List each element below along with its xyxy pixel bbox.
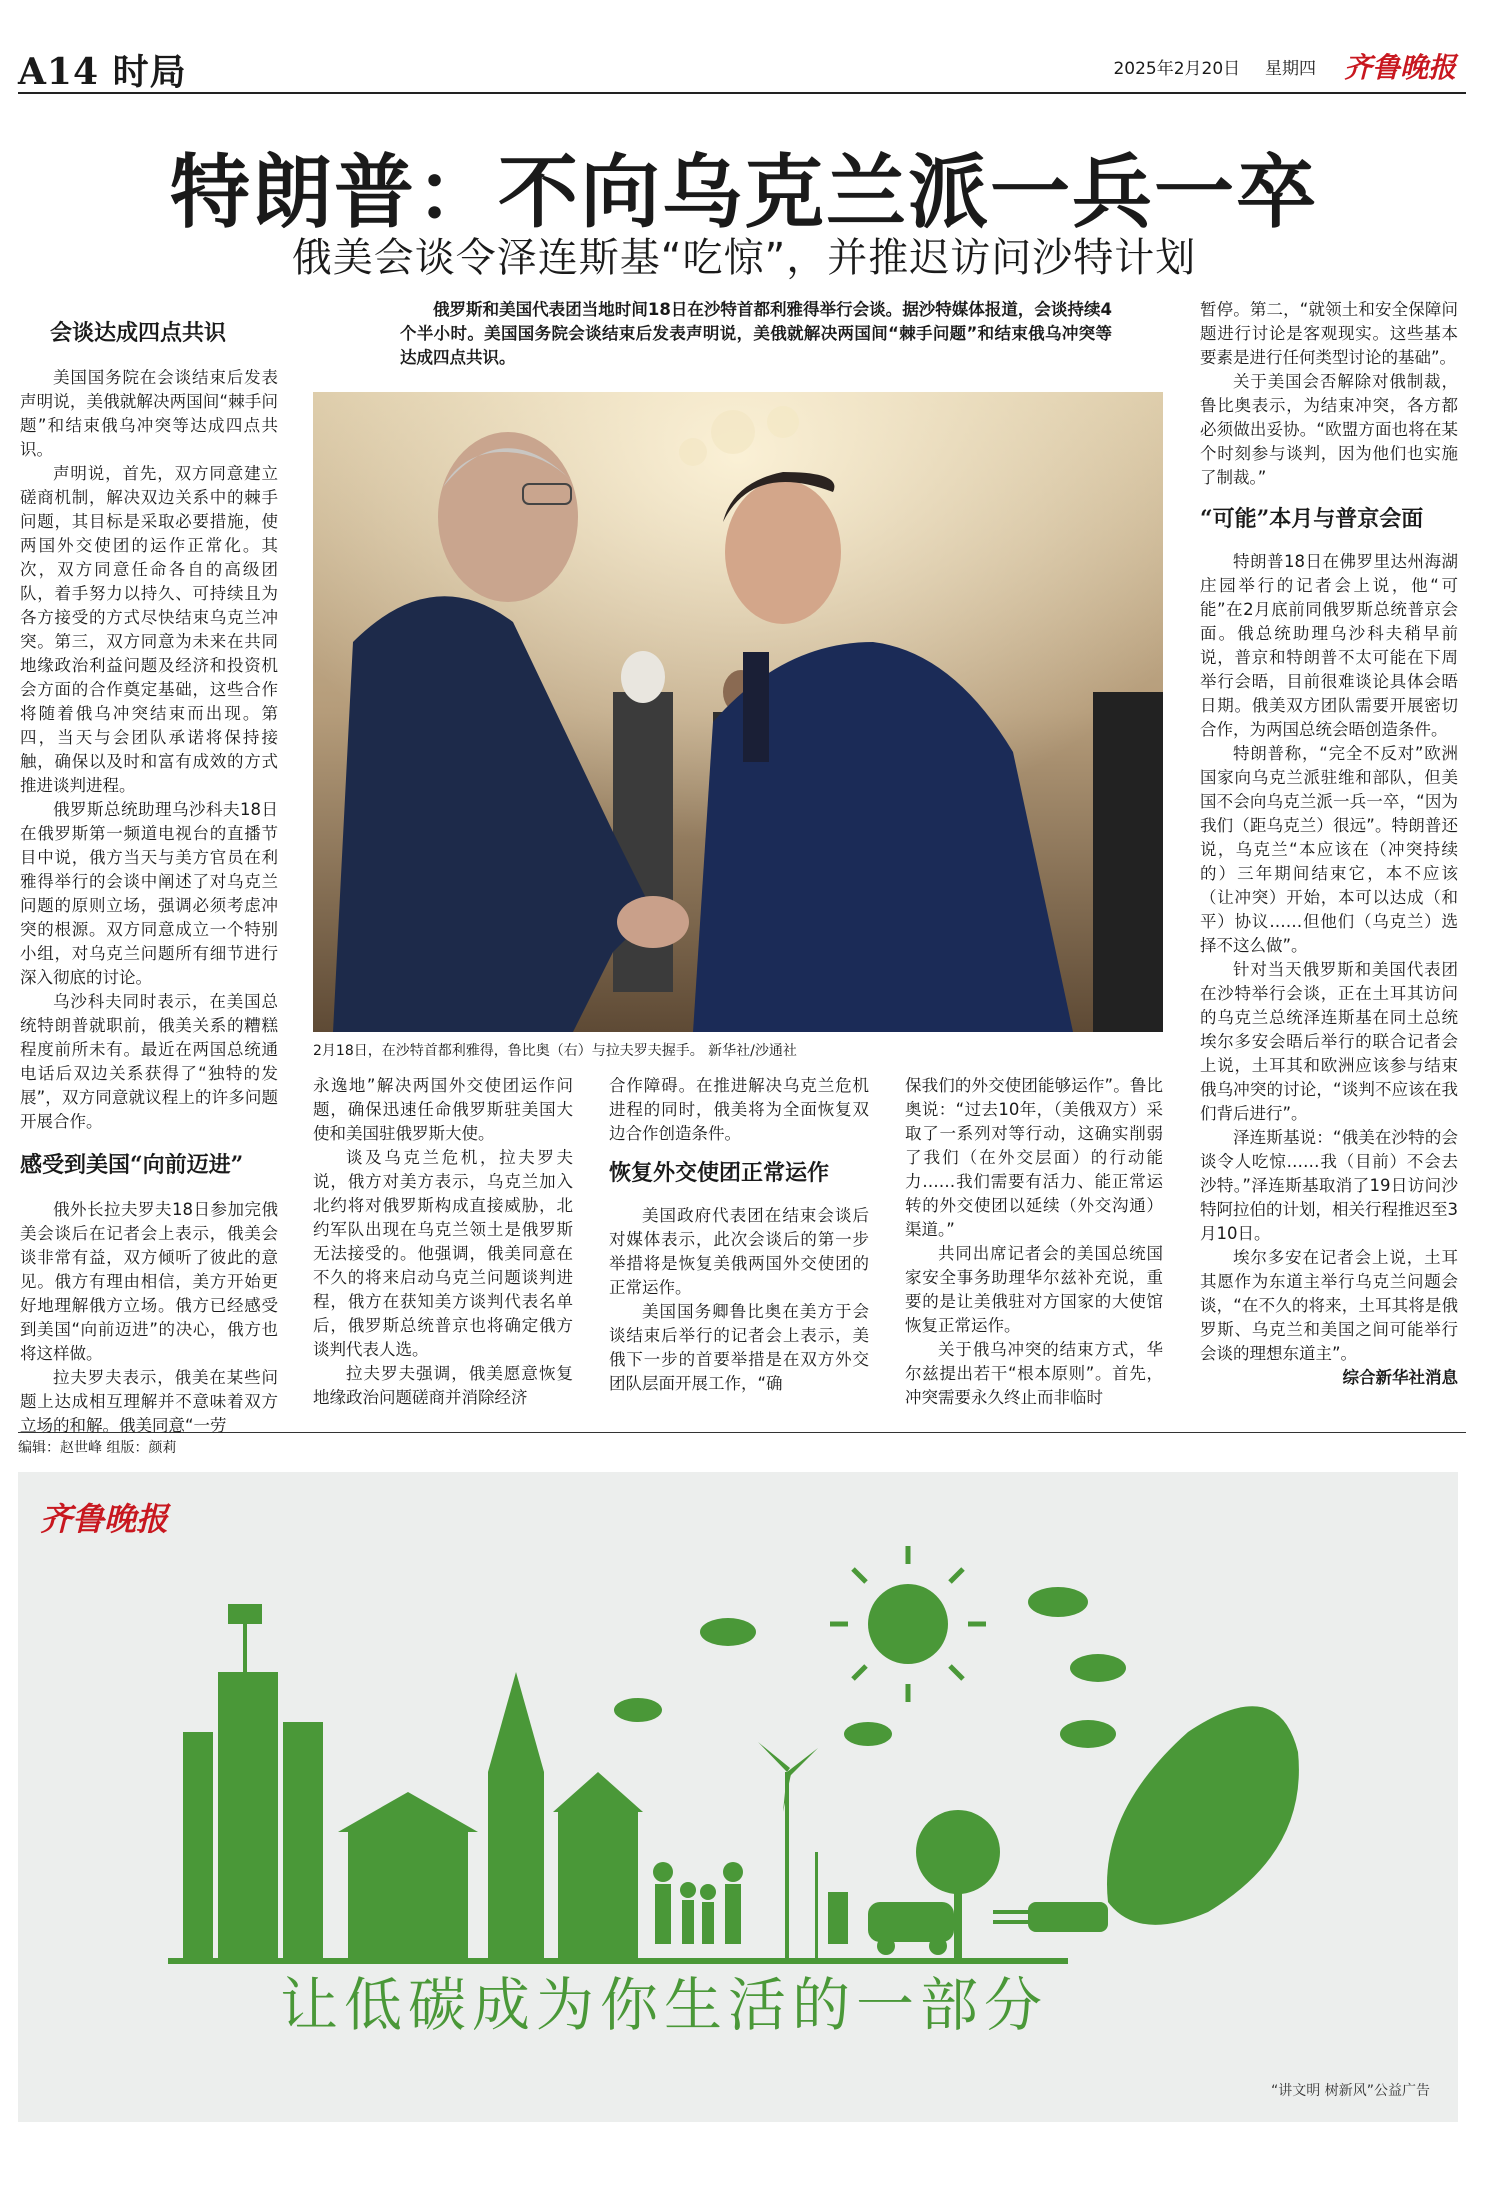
paragraph: 俄罗斯总统助理乌沙科夫18日在俄罗斯第一频道电视台的直播节目中说，俄方当天与美方官员在利雅得举行的会谈中阐述了对乌克兰问题的原则立场，强调必须考虑冲突的根源。双方同意成立一个特别小组，对乌克兰问题所有细节进行深入彻底的讨论。 bbox=[20, 800, 278, 987]
section-heading: 会谈达成四点共识 bbox=[50, 320, 227, 346]
section-heading: 恢复外交使团正常运作 bbox=[609, 1160, 830, 1186]
photo-caption: 2月18日，在沙特首都利雅得，鲁比奥（右）与拉夫罗夫握手。 新华社/沙通社 bbox=[313, 1043, 797, 1059]
column-3 bbox=[609, 1074, 869, 1396]
paragraph: 关于俄乌冲突的结束方式，华尔兹提出若干“根本原则”。首先，冲突需要永久终止而非临时 bbox=[905, 1340, 1163, 1407]
section-heading: 感受到美国“向前迈进” bbox=[20, 1152, 244, 1178]
page-number: A14 时局 bbox=[18, 51, 187, 93]
paragraph: 保我们的外交使团能够运作”。鲁比奥说：“过去10年，（美俄双方）采取了一系列对等行动，这确实削弱了我们（在外交层面）的行动能力……我们需要有活力、能正常运转的外交使团以延续（外交沟通）渠道。” bbox=[905, 1076, 1163, 1239]
paragraph: 美国国务卿鲁比奥在美方于会谈结束后举行的记者会上表示，美俄下一步的首要举措是在双方外交团队层面开展工作，“确 bbox=[609, 1302, 869, 1393]
headline: 特朗普：不向乌克兰派一兵一卒 bbox=[170, 145, 1318, 239]
paragraph: 泽连斯基说：“俄美在沙特的会谈令人吃惊……我（目前）不会去沙特。”泽连斯基取消了19日访问沙特阿拉伯的计划，相关行程推迟至3月10日。 bbox=[1200, 1128, 1458, 1243]
paragraph: 美国政府代表团在结束会谈后对媒体表示，此次会谈后的第一步举措将是恢复美俄两国外交使团的正常运作。 bbox=[609, 1206, 869, 1297]
paragraph: 拉夫罗夫强调，俄美愿意恢复地缘政治问题磋商并消除经济 bbox=[313, 1364, 573, 1407]
ad-slogan: 让低碳成为你生活的一部分 bbox=[280, 1971, 1049, 2039]
issue-weekday: 星期四 bbox=[1265, 59, 1316, 79]
footer-divider bbox=[18, 1432, 1466, 1433]
paragraph: 特朗普称，“完全不反对”欧洲国家向乌克兰派驻维和部队，但美国不会向乌克兰派一兵一卒，“因为我们（距乌克兰）很远”。特朗普还说，乌克兰“本应该在（冲突持续的）三年期间结束它，本不应该（让冲突）开始，本可以达成（和平）协议……但他们（乌克兰）选择不这么做”。 bbox=[1200, 744, 1458, 955]
paragraph: 声明说，首先，双方同意建立磋商机制，解决双边关系中的棘手问题，其目标是采取必要措施，使两国外交使团的运作正常化。其次，双方同意任命各自的高级团队，着手努力以持久、可持续且为各方接受的方式尽快结束乌克兰冲突。第三，双方同意为未来在共同地缘政治利益问题及经济和投资机会方面的合作奠定基础，这些合作将随着俄乌冲突结束而出现。第四，当天与会团队承诺将保持接触，确保以及时和富有成效的方式推进谈判进程。 bbox=[20, 464, 278, 795]
subheadline: 俄美会谈令泽连斯基“吃惊”，并推迟访问沙特计划 bbox=[291, 235, 1197, 281]
paragraph: 合作障碍。在推进解决乌克兰危机进程的同时，俄美将为全面恢复双边合作创造条件。 bbox=[609, 1076, 869, 1143]
ad-brand-logo: 齐鲁晚报 bbox=[40, 1500, 169, 1538]
signoff: 综合新华社消息 bbox=[1342, 1368, 1458, 1387]
column-2 bbox=[313, 1074, 573, 1410]
paragraph: 针对当天俄罗斯和美国代表团在沙特举行会谈，正在土耳其访问的乌克兰总统泽连斯基在同土总统埃尔多安会晤后举行的联合记者会上说，土耳其和欧洲应该参与结束俄乌冲突的讨论，“谈判不应该在我们背后进行”。 bbox=[1200, 960, 1458, 1123]
newspaper-logo: 齐鲁晚报 bbox=[1343, 51, 1456, 84]
news-photo bbox=[313, 392, 1163, 1032]
masthead bbox=[18, 38, 1466, 94]
paragraph: 美国国务院在会谈结束后发表声明说，美俄就解决两国间“棘手问题”和结束俄乌冲突等达成四点共识。 bbox=[20, 368, 278, 459]
paragraph: 永逸地”解决两国外交使团运作问题，确保迅速任命俄罗斯驻美国大使和美国驻俄罗斯大使。 bbox=[313, 1076, 573, 1143]
paragraph: 埃尔多安在记者会上说，土耳其愿作为东道主举行乌克兰问题会谈，“在不久的将来，土耳其将是俄罗斯、乌克兰和美国之间可能举行会谈的理想东道主”。 bbox=[1200, 1248, 1458, 1363]
paragraph: 谈及乌克兰危机，拉夫罗夫说，俄方对美方表示，乌克兰加入北约将对俄罗斯构成直接威胁，北约军队出现在乌克兰领土是俄罗斯无法接受的。他强调，俄美同意在不久的将来启动乌克兰问题谈判进程，俄方在获知美方谈判代表名单后，俄罗斯总统普京也将确定俄方谈判代表人选。 bbox=[313, 1148, 573, 1359]
public-service-ad bbox=[18, 1472, 1458, 2122]
ad-credit: “讲文明 树新风”公益广告 bbox=[1271, 2083, 1430, 2099]
lead-paragraph bbox=[400, 298, 1112, 370]
editor-credits: 编辑：赵世峰 组版：颜莉 bbox=[18, 1440, 177, 1456]
paragraph: 俄外长拉夫罗夫18日参加完俄美会谈后在记者会上表示，俄美会谈非常有益，双方倾听了彼此的意见。俄方有理由相信，美方开始更好地理解俄方立场。俄方已经感受到美国“向前迈进”的决心，俄方也将这样做。 bbox=[20, 1200, 278, 1363]
paragraph: 乌沙科夫同时表示，在美国总统特朗普就职前，俄美关系的糟糕程度前所未有。最近在两国总统通电话后双边关系获得了“独特的发展”，双方同意就议程上的许多问题开展合作。 bbox=[20, 992, 278, 1131]
column-4 bbox=[905, 1074, 1163, 1410]
paragraph: 特朗普18日在佛罗里达州海湖庄园举行的记者会上说，他“可能”在2月底前同俄罗斯总统普京会面。俄总统助理乌沙科夫稍早前说，普京和特朗普不太可能在下周举行会晤，目前很难谈论具体会晤日期。俄美双方团队需要开展密切合作，为两国总统会晤创造条件。 bbox=[1200, 552, 1458, 739]
paragraph: 拉夫罗夫表示，俄美在某些问题上达成相互理解并不意味着双方立场的和解。俄美同意“一劳 bbox=[20, 1368, 278, 1435]
column-1 bbox=[20, 316, 278, 1438]
date-line bbox=[1113, 54, 1316, 79]
paragraph: 关于美国会否解除对俄制裁，鲁比奥表示，为结束冲突，各方都必须做出妥协。“欧盟方面也将在某个时刻参与谈判，因为他们也实施了制裁。” bbox=[1200, 372, 1458, 487]
lead-text: 俄罗斯和美国代表团当地时间18日在沙特首都利雅得举行会谈。据沙特媒体报道，会谈持续4个半小时。美国国务院会谈结束后发表声明说，美俄就解决两国间“棘手问题”和结束俄乌冲突等达成四点共识。 bbox=[400, 300, 1112, 367]
paragraph: 暂停。第二，“就领土和安全保障问题进行讨论是客观现实。这些基本要素是进行任何类型讨论的基础”。 bbox=[1200, 300, 1458, 367]
issue-date: 2025年2月20日 bbox=[1113, 59, 1241, 79]
column-5 bbox=[1200, 298, 1458, 1390]
paragraph: 共同出席记者会的美国总统国家安全事务助理华尔兹补充说，重要的是让美俄驻对方国家的大使馆恢复正常运作。 bbox=[905, 1244, 1163, 1335]
section-heading: “可能”本月与普京会面 bbox=[1200, 506, 1424, 532]
